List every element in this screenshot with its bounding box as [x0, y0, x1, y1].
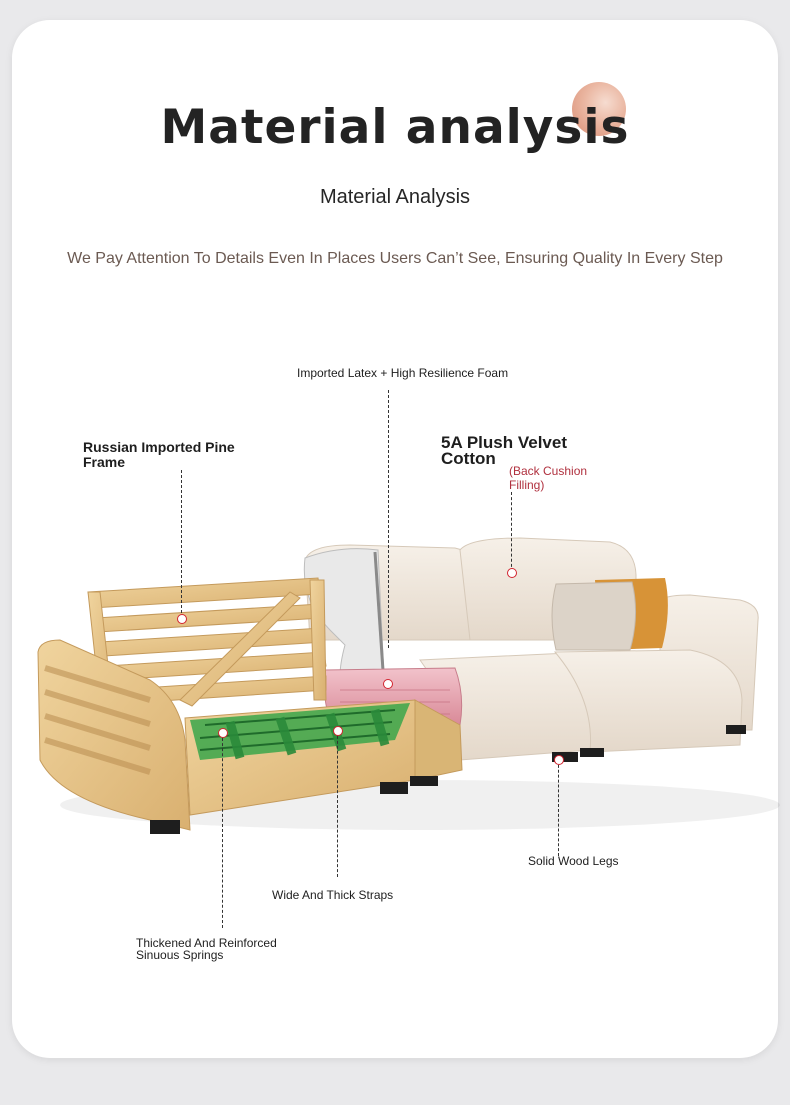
pillow-beige — [552, 582, 636, 650]
callout-dot-pine — [177, 614, 187, 624]
label-velvet-note: (Back Cushion Filling) — [509, 464, 588, 492]
label-straps: Wide And Thick Straps — [272, 888, 394, 902]
callout-line-legs — [558, 760, 559, 856]
leg — [580, 748, 604, 757]
leg — [410, 776, 438, 786]
page-subtitle: Material Analysis — [319, 186, 471, 208]
label-velvet-cotton: 5A Plush Velvet Cotton — [441, 433, 567, 468]
callout-dot-straps — [333, 726, 343, 736]
page-title: Material analysis — [160, 100, 630, 155]
leg — [150, 820, 180, 834]
page-tagline: We Pay Attention To Details Even In Places Users Can’t See, Ensuring Quality In Every Step — [67, 250, 723, 267]
leg — [380, 782, 408, 794]
callout-dot-legs — [554, 755, 564, 765]
callout-dot-velvet — [507, 568, 517, 578]
callout-line-pine — [181, 470, 182, 618]
label-pine-frame: Russian Imported Pine Frame — [83, 439, 235, 470]
label-latex-foam: Imported Latex + High Resilience Foam — [297, 366, 509, 380]
callout-line-straps — [337, 731, 338, 877]
callout-dot-latex — [383, 679, 393, 689]
callout-line-springs — [222, 733, 223, 928]
callout-line-latex — [388, 390, 389, 648]
callout-line-velvet — [511, 492, 512, 572]
callout-dot-springs — [218, 728, 228, 738]
label-wood-legs: Solid Wood Legs — [528, 854, 619, 868]
label-springs: Thickened And Reinforced Sinuous Springs — [136, 936, 277, 962]
leg — [726, 725, 746, 734]
